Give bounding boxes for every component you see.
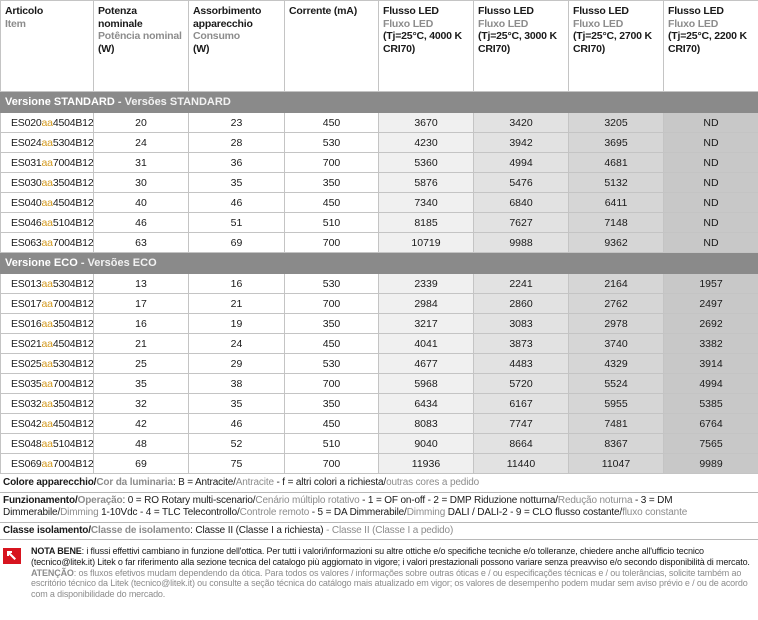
column-header: Articolo Item	[1, 1, 94, 92]
item-code: ES016aa3504B12	[1, 314, 94, 334]
nota-bene-text: NOTA BENE: i flussi effettivi cambiano in funzione dell'ottica. Per tutti i valori/informazioni su altre ottiche e/o specifiche tecniche e/o tolleranze, chiedere anche all'ufficio tecnico (tecnico@litek.it) Litek o far riferimento alla sezione tecnica del catalogo più aggiornato in vigore; i valori prestazionali possono variare senza preavviso e/o secondo disponibilità di mercato. ATENÇÃO: os fluxos efetivos mudam dependendo da ótica. Para todos os valores / informações sobre outras óticas e / ou especificações técnicas e / ou tolerâncias, solicite também ao escritório técnico da Litek (tecnico@litek.it) ou consulte a seção técnica do catálogo mais atualizado em vigor; os valores de desempenho podem mudar sem aviso prévio e / ou de acordo com a disponibilidade do mercado.	[31, 546, 750, 600]
table-header-row	[1, 1, 758, 92]
table-cell-f2700: 6411	[569, 193, 664, 213]
table-cell-f3000: 2860	[474, 294, 569, 314]
table-cell-f3000: 7747	[474, 414, 569, 434]
table-cell-current: 510	[285, 213, 379, 233]
table-cell-power: 20	[94, 113, 189, 133]
table-cell-f4000: 3670	[379, 113, 474, 133]
table-cell-f4000: 4230	[379, 133, 474, 153]
table-cell-f2700: 2762	[569, 294, 664, 314]
table-cell-current: 510	[285, 434, 379, 454]
table-cell-f2200: 1957	[664, 274, 758, 294]
table-cell-f4000: 11936	[379, 454, 474, 474]
table-cell-f2700: 8367	[569, 434, 664, 454]
item-code: ES031aa7004B12	[1, 153, 94, 173]
table-cell-f4000: 6434	[379, 394, 474, 414]
table-cell-f3000: 3942	[474, 133, 569, 153]
table-row	[1, 434, 758, 454]
table-cell-f3000: 4994	[474, 153, 569, 173]
table-cell-f4000: 8083	[379, 414, 474, 434]
column-header: Potenza nominale Potência nominal (W)	[94, 1, 189, 92]
table-cell-consumption: 21	[189, 294, 285, 314]
table-cell-current: 530	[285, 133, 379, 153]
table-cell-f2700: 7481	[569, 414, 664, 434]
table-cell-current: 530	[285, 274, 379, 294]
table-cell-consumption: 75	[189, 454, 285, 474]
column-header: Corrente (mA)	[285, 1, 379, 92]
table-cell-power: 42	[94, 414, 189, 434]
item-code: ES013aa5304B12	[1, 274, 94, 294]
table-cell-f2200: 5385	[664, 394, 758, 414]
table-row	[1, 233, 758, 253]
table-row	[1, 133, 758, 153]
table-cell-f4000: 3217	[379, 314, 474, 334]
item-code: ES025aa5304B12	[1, 354, 94, 374]
table-cell-f2700: 5132	[569, 173, 664, 193]
table-row	[1, 173, 758, 193]
table-cell-power: 63	[94, 233, 189, 253]
warning-arrow-icon	[3, 548, 21, 564]
table-cell-current: 530	[285, 354, 379, 374]
table-cell-f2200: ND	[664, 113, 758, 133]
table-cell-f2700: 3695	[569, 133, 664, 153]
table-cell-f2200: ND	[664, 173, 758, 193]
table-cell-f2200: 3914	[664, 354, 758, 374]
item-code: ES020aa4504B12	[1, 113, 94, 133]
table-cell-f3000: 3083	[474, 314, 569, 334]
section-header: Versione ECO - Versões ECO	[1, 253, 758, 274]
item-code: ES069aa7004B12	[1, 454, 94, 474]
column-header: Assorbimento apparecchio Consumo (W)	[189, 1, 285, 92]
operation-label-pt: Operação	[77, 494, 123, 506]
table-cell-f2700: 2978	[569, 314, 664, 334]
table-cell-f3000: 9988	[474, 233, 569, 253]
table-row	[1, 113, 758, 133]
table-cell-power: 30	[94, 173, 189, 193]
table-cell-current: 700	[285, 294, 379, 314]
table-row	[1, 414, 758, 434]
table-cell-consumption: 35	[189, 173, 285, 193]
table-cell-f4000: 8185	[379, 213, 474, 233]
table-cell-consumption: 19	[189, 314, 285, 334]
item-code: ES030aa3504B12	[1, 173, 94, 193]
table-cell-f3000: 3873	[474, 334, 569, 354]
table-cell-power: 32	[94, 394, 189, 414]
table-row	[1, 294, 758, 314]
table-cell-f4000: 10719	[379, 233, 474, 253]
table-cell-consumption: 16	[189, 274, 285, 294]
divider	[0, 522, 758, 523]
table-cell-f4000: 4041	[379, 334, 474, 354]
table-row	[1, 454, 758, 474]
table-cell-consumption: 52	[189, 434, 285, 454]
table-cell-f2200: ND	[664, 153, 758, 173]
table-cell-power: 46	[94, 213, 189, 233]
table-cell-f2200: 2692	[664, 314, 758, 334]
item-code: ES021aa4504B12	[1, 334, 94, 354]
table-cell-f2700: 5524	[569, 374, 664, 394]
table-row	[1, 274, 758, 294]
table-row	[1, 193, 758, 213]
column-header: Flusso LED Fluxo LED (Tj=25°C, 2200 K CRI70)	[664, 1, 758, 92]
table-cell-f3000: 7627	[474, 213, 569, 233]
table-cell-consumption: 51	[189, 213, 285, 233]
item-code: ES046aa5104B12	[1, 213, 94, 233]
table-cell-f4000: 4677	[379, 354, 474, 374]
color-note: Colore apparecchio/Cor da luminaria: B = Antracite/Antracite - f = altri colori a richiesta/outras cores a pedido	[3, 477, 480, 488]
insulation-label-pt: Classe de isolamento	[90, 524, 191, 536]
item-code: ES040aa4504B12	[1, 193, 94, 213]
divider	[0, 492, 758, 493]
table-cell-f2700: 4329	[569, 354, 664, 374]
table-cell-power: 31	[94, 153, 189, 173]
table-cell-f2200: 3382	[664, 334, 758, 354]
table-cell-f2200: 7565	[664, 434, 758, 454]
divider	[0, 539, 758, 540]
table-cell-consumption: 38	[189, 374, 285, 394]
item-code: ES063aa7004B12	[1, 233, 94, 253]
section-header: Versione STANDARD - Versões STANDARD	[1, 92, 758, 113]
table-row	[1, 394, 758, 414]
table-cell-f3000: 8664	[474, 434, 569, 454]
table-cell-f3000: 2241	[474, 274, 569, 294]
table-cell-f2200: 4994	[664, 374, 758, 394]
table-cell-consumption: 36	[189, 153, 285, 173]
item-code: ES042aa4504B12	[1, 414, 94, 434]
table-cell-f3000: 6840	[474, 193, 569, 213]
table-cell-f4000: 7340	[379, 193, 474, 213]
table-cell-consumption: 46	[189, 414, 285, 434]
column-header: Flusso LED Fluxo LED (Tj=25°C, 4000 K CRI70)	[379, 1, 474, 92]
table-row	[1, 153, 758, 173]
table-cell-current: 350	[285, 314, 379, 334]
table-cell-power: 13	[94, 274, 189, 294]
table-cell-f4000: 9040	[379, 434, 474, 454]
table-cell-current: 700	[285, 454, 379, 474]
item-code: ES017aa7004B12	[1, 294, 94, 314]
table-cell-f3000: 5476	[474, 173, 569, 193]
table-cell-consumption: 28	[189, 133, 285, 153]
insulation-note: Classe isolamento/Classe de isolamento: Classe II (Classe I a richiesta) - Classe II (Classe I a pedido)	[3, 524, 454, 536]
table-row	[1, 213, 758, 233]
table-cell-f3000: 5720	[474, 374, 569, 394]
table-cell-power: 17	[94, 294, 189, 314]
table-cell-f4000: 5968	[379, 374, 474, 394]
table-cell-consumption: 24	[189, 334, 285, 354]
item-code: ES024aa5304B12	[1, 133, 94, 153]
table-row	[1, 354, 758, 374]
table-cell-f2200: ND	[664, 213, 758, 233]
table-cell-f2700: 2164	[569, 274, 664, 294]
table-cell-f2200: 2497	[664, 294, 758, 314]
column-header: Flusso LED Fluxo LED (Tj=25°C, 2700 K CRI70)	[569, 1, 664, 92]
table-cell-f2200: 6764	[664, 414, 758, 434]
table-cell-power: 40	[94, 193, 189, 213]
table-row	[1, 374, 758, 394]
table-cell-f2700: 5955	[569, 394, 664, 414]
table-cell-consumption: 46	[189, 193, 285, 213]
table-cell-current: 350	[285, 394, 379, 414]
table-row	[1, 334, 758, 354]
table-cell-power: 16	[94, 314, 189, 334]
table-cell-f2200: ND	[664, 133, 758, 153]
operation-note: Funzionamento/Operação: 0 = RO Rotary multi-scenario/Cenário múltiplo rotativo - 1 = OF on-off - 2 = DMP Riduzione notturna/Redução noturna - 3 = DM Dimmerabile/Dimming 1-10Vdc - 4 = TLC Telecontrollo/Controle remoto - 5 = DA Dimmerabile/Dimming DALI / DALI-2 - 9 = CLO flusso costante/fluxo constante	[3, 494, 688, 518]
table-cell-current: 450	[285, 334, 379, 354]
table-cell-current: 350	[285, 173, 379, 193]
table-cell-power: 69	[94, 454, 189, 474]
table-cell-current: 450	[285, 414, 379, 434]
table-cell-power: 21	[94, 334, 189, 354]
table-cell-f3000: 11440	[474, 454, 569, 474]
table-cell-f2700: 9362	[569, 233, 664, 253]
table-cell-current: 450	[285, 113, 379, 133]
column-header: Flusso LED Fluxo LED (Tj=25°C, 3000 K CRI70)	[474, 1, 569, 92]
table-cell-f2700: 11047	[569, 454, 664, 474]
table-cell-power: 48	[94, 434, 189, 454]
table-cell-consumption: 69	[189, 233, 285, 253]
table-cell-power: 25	[94, 354, 189, 374]
table-cell-f4000: 5360	[379, 153, 474, 173]
color-label: Colore apparecchio	[3, 477, 94, 488]
table-cell-f2700: 7148	[569, 213, 664, 233]
table-cell-f4000: 2339	[379, 274, 474, 294]
item-code: ES048aa5104B12	[1, 434, 94, 454]
table-cell-f3000: 6167	[474, 394, 569, 414]
item-code: ES032aa3504B12	[1, 394, 94, 414]
color-label-pt: Cor da luminaria	[96, 477, 173, 488]
item-code: ES035aa7004B12	[1, 374, 94, 394]
table-cell-current: 700	[285, 153, 379, 173]
table-cell-current: 700	[285, 233, 379, 253]
table-cell-current: 700	[285, 374, 379, 394]
table-cell-f4000: 5876	[379, 173, 474, 193]
table-cell-consumption: 35	[189, 394, 285, 414]
table-cell-f2700: 3740	[569, 334, 664, 354]
table-cell-current: 450	[285, 193, 379, 213]
table-cell-f2700: 3205	[569, 113, 664, 133]
table-row	[1, 314, 758, 334]
table-cell-consumption: 23	[189, 113, 285, 133]
table-cell-f4000: 2984	[379, 294, 474, 314]
table-cell-f3000: 3420	[474, 113, 569, 133]
operation-label: Funzionamento	[3, 494, 75, 506]
table-body	[1, 92, 758, 474]
table-cell-f3000: 4483	[474, 354, 569, 374]
table-cell-f2200: ND	[664, 193, 758, 213]
table-cell-f2700: 4681	[569, 153, 664, 173]
insulation-label: Classe isolamento	[3, 524, 89, 536]
table-cell-consumption: 29	[189, 354, 285, 374]
table-cell-f2200: 9989	[664, 454, 758, 474]
nota-bene	[0, 542, 758, 600]
table-cell-power: 24	[94, 133, 189, 153]
table-cell-f2200: ND	[664, 233, 758, 253]
table-cell-power: 35	[94, 374, 189, 394]
